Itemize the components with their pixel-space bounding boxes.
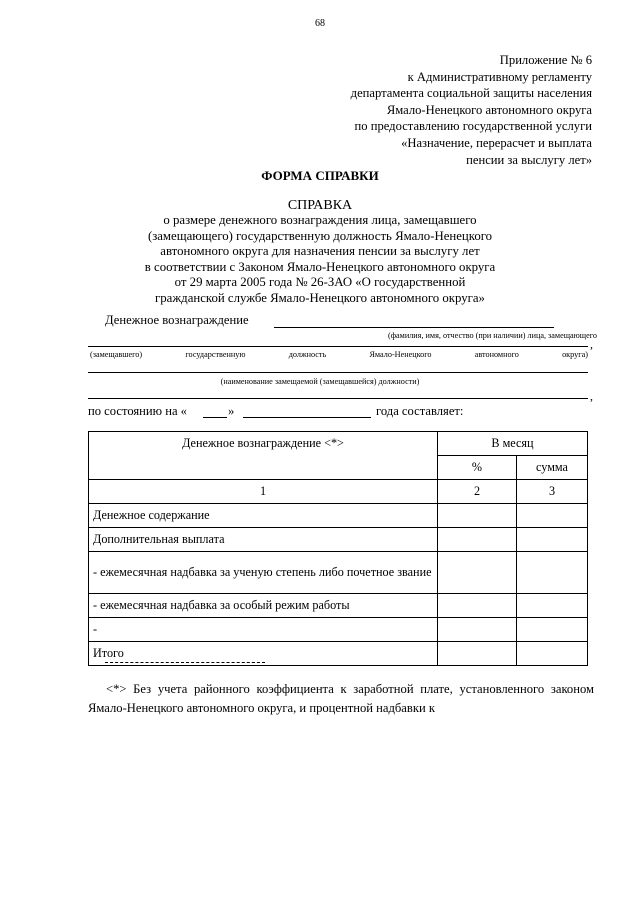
- remuneration-table: [88, 431, 588, 666]
- row-label: -: [89, 618, 438, 642]
- cell-percent: [438, 504, 517, 528]
- cell-sum: [517, 642, 588, 666]
- table-row: [89, 552, 588, 594]
- cell-percent: [438, 642, 517, 666]
- header-month: В месяц: [438, 432, 588, 456]
- cell-sum: [517, 504, 588, 528]
- caption-word: автономного: [474, 350, 519, 359]
- footnote: <*> Без учета районного коэффициента к заработной плате, установленного законом Ямало-Ненецкого автономного округа, и процентной надбавки к: [88, 682, 594, 715]
- cell-sum: [517, 528, 588, 552]
- table-row: [89, 528, 588, 552]
- cell-percent: [438, 552, 517, 594]
- caption-word: государственную: [185, 350, 246, 359]
- appendix-line: пенсии за выслугу лет»: [466, 152, 592, 167]
- subtitle-line: о размере денежного вознаграждения лица, замещавшего: [163, 213, 477, 227]
- cell-sum: [517, 618, 588, 642]
- cell-sum: [517, 552, 588, 594]
- subtitle-line: гражданской службе Ямало-Ненецкого автономного округа»: [155, 290, 485, 305]
- table-row: [89, 618, 588, 642]
- as-of-tail: года составляет:: [376, 404, 464, 418]
- header-sum: сумма: [517, 456, 588, 480]
- row-label: - ежемесячная надбавка за ученую степень либо почетное звание: [89, 552, 438, 594]
- fio-fill-line: [274, 327, 554, 328]
- header-remuneration: Денежное вознаграждение <*>: [89, 432, 438, 480]
- as-of-label: по состоянию на «: [88, 404, 187, 418]
- appendix-line: по предоставлению государственной услуги: [354, 119, 592, 134]
- caption-word: должность: [288, 350, 327, 359]
- table-row: [89, 594, 588, 618]
- table-header-row: [89, 432, 588, 456]
- comma: ,: [590, 389, 593, 403]
- row-label: Итого: [89, 642, 438, 666]
- certificate-title: СПРАВКА: [287, 198, 353, 213]
- caption-word: округа): [562, 350, 588, 359]
- caption-word: (замещавшего): [90, 350, 143, 359]
- row-label: - ежемесячная надбавка за особый режим работы: [89, 594, 438, 618]
- comma: ,: [590, 337, 593, 351]
- page-number: 68: [315, 18, 325, 29]
- row-label: Дополнительная выплата: [89, 528, 438, 552]
- position-caption-row: [90, 350, 588, 359]
- table-row: [89, 504, 588, 528]
- appendix-line: Приложение № 6: [499, 53, 592, 67]
- footnote-separator: [105, 662, 265, 663]
- certificate-subtitle: [80, 213, 560, 306]
- position-fill-line: [88, 372, 588, 373]
- caption-word: Ямало-Ненецкого: [369, 350, 432, 359]
- cell-sum: [517, 594, 588, 618]
- col-number: 3: [517, 480, 588, 504]
- appendix-header: [351, 52, 592, 168]
- appendix-line: «Назначение, перерасчет и выплата: [401, 135, 592, 150]
- cell-percent: [438, 528, 517, 552]
- header-percent: %: [438, 456, 517, 480]
- subtitle-line: автономного округа для назначения пенсии за выслугу лет: [160, 244, 480, 258]
- appendix-line: Ямало-Ненецкого автономного округа: [386, 102, 592, 117]
- position-fill-line-2: [88, 398, 588, 399]
- money-label: Денежное вознаграждение: [105, 313, 249, 327]
- table-number-row: [89, 480, 588, 504]
- subtitle-line: в соответствии с Законом Ямало-Ненецкого автономного округа: [144, 259, 496, 274]
- appendix-line: департамента социальной защиты населения: [350, 86, 592, 101]
- day-fill-line: [203, 417, 227, 418]
- fio-fill-line-2: [88, 346, 588, 347]
- appendix-line: к Административному регламенту: [407, 69, 592, 84]
- cell-percent: [438, 618, 517, 642]
- row-label: Денежное содержание: [89, 504, 438, 528]
- subtitle-line: от 29 марта 2005 года № 26-ЗАО «О государственной: [174, 275, 466, 289]
- position-caption: (наименование замещаемой (замещавшейся) должности): [220, 377, 420, 386]
- month-fill-line: [243, 417, 371, 418]
- as-of-quote: »: [228, 404, 235, 418]
- col-number: 2: [438, 480, 517, 504]
- cell-percent: [438, 594, 517, 618]
- form-title: ФОРМА СПРАВКИ: [261, 168, 379, 183]
- fio-caption: (фамилия, имя, отчество (при наличии) лица, замещающего: [387, 331, 597, 340]
- col-number: 1: [89, 480, 438, 504]
- subtitle-line: (замещающего) государственную должность Ямало-Ненецкого: [147, 228, 493, 243]
